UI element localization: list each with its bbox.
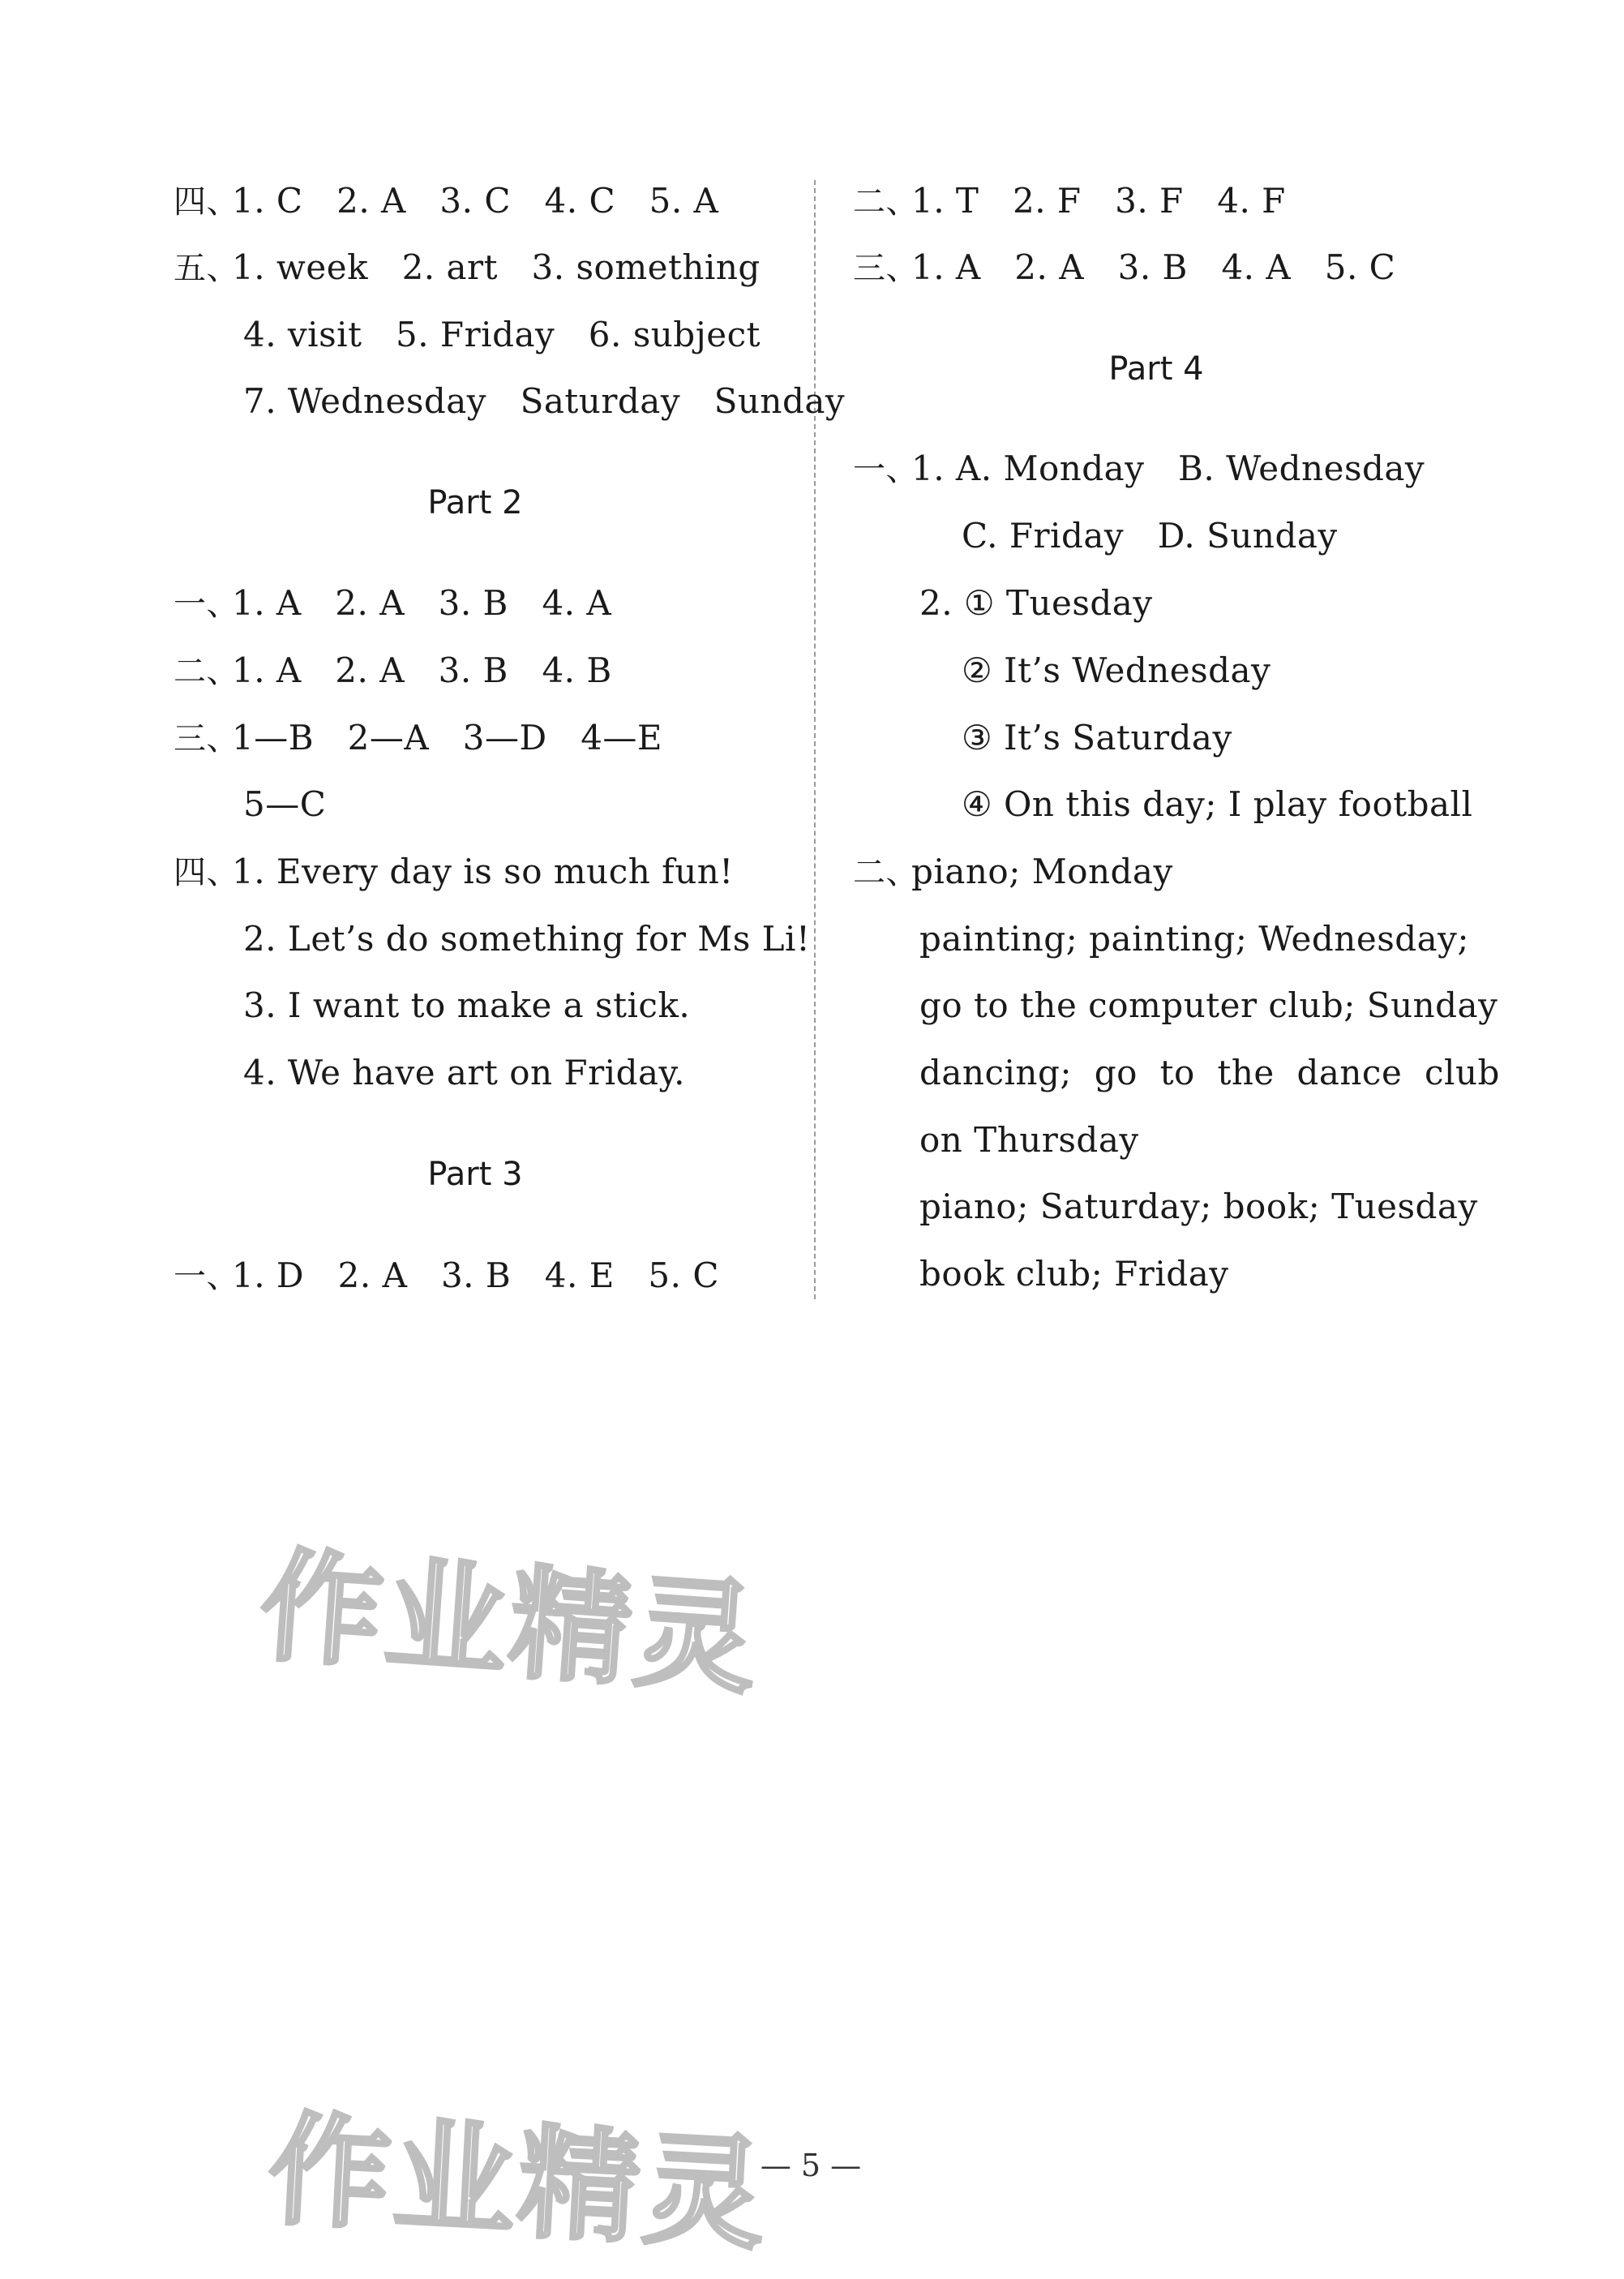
section-marker: 二、 (853, 854, 919, 891)
answer-text: 1. A 2. A 3. B 4. A 5. C (911, 247, 1396, 287)
section-marker: 一、 (853, 451, 919, 488)
section-marker: 五、 (174, 250, 239, 287)
answer-line: piano; Saturday; book; Tuesday (919, 1187, 1478, 1226)
answer-line: 3. I want to make a stick. (243, 985, 691, 1025)
answer-line: 2. ① Tuesday (919, 583, 1153, 623)
section-marker: 三、 (853, 250, 919, 287)
answer-text: 1. T 2. F 3. F 4. F (911, 181, 1286, 221)
answer-line (853, 848, 1173, 897)
section-marker: 一、 (174, 586, 239, 623)
answer-line: 4. We have art on Friday. (243, 1053, 686, 1092)
answer-line: painting; painting; Wednesday; (919, 919, 1470, 959)
section-marker: 二、 (853, 183, 919, 221)
answer-text: piano; Monday (911, 852, 1173, 891)
answer-text: 1. D 2. A 3. B 4. E 5. C (232, 1255, 719, 1295)
part-heading: Part 2 (427, 484, 523, 521)
answer-line (174, 243, 761, 293)
section-marker: 四、 (174, 183, 239, 221)
answer-line: ② It’s Wednesday (962, 650, 1271, 690)
answer-line: C. Friday D. Sunday (962, 516, 1338, 556)
answer-line: ④ On this day; I play football (962, 784, 1473, 824)
answer-line (174, 177, 718, 226)
answer-line: 2. Let’s do something for Ms Li! (243, 919, 811, 959)
answer-line (174, 646, 612, 696)
part-heading: Part 3 (427, 1156, 523, 1193)
answer-line: on Thursday (919, 1120, 1139, 1160)
column-divider (814, 180, 816, 1299)
answer-text: 1. A 2. A 3. B 4. A (232, 583, 612, 623)
section-marker: 二、 (174, 653, 239, 690)
section-marker: 一、 (174, 1258, 239, 1295)
section-marker: 三、 (174, 720, 239, 758)
answer-line (853, 177, 1286, 226)
answer-line (174, 714, 662, 763)
answer-line (174, 579, 611, 629)
answer-line: dancing; go to the dance club (919, 1053, 1500, 1092)
answer-text: 1. Every day is so much fun! (232, 852, 734, 891)
page-number: — 5 — (760, 2148, 862, 2183)
watermark: 作业精灵 (265, 2099, 772, 2267)
answer-line: ③ It’s Saturday (962, 718, 1232, 758)
answer-text: 1. week 2. art 3. something (232, 247, 761, 287)
watermark: 作业精灵 (255, 1535, 765, 1712)
answer-line (853, 444, 1425, 494)
answer-text: 1. A. Monday B. Wednesday (911, 449, 1425, 488)
answer-text: 1. A 2. A 3. B 4. B (232, 650, 612, 690)
answer-line: 5—C (243, 784, 327, 824)
answer-line (174, 848, 734, 897)
answer-text: 1—B 2—A 3—D 4—E (232, 718, 663, 758)
answer-text: 1. C 2. A 3. C 4. C 5. A (232, 181, 719, 221)
answer-line: 7. Wednesday Saturday Sunday (243, 381, 846, 421)
answer-line (853, 243, 1395, 293)
answer-line: book club; Friday (919, 1254, 1229, 1294)
section-marker: 四、 (174, 854, 239, 891)
answer-line (174, 1251, 719, 1301)
answer-line: go to the computer club; Sunday (919, 985, 1498, 1025)
part-heading: Part 4 (1108, 350, 1204, 388)
answer-line: 4. visit 5. Friday 6. subject (243, 315, 761, 354)
